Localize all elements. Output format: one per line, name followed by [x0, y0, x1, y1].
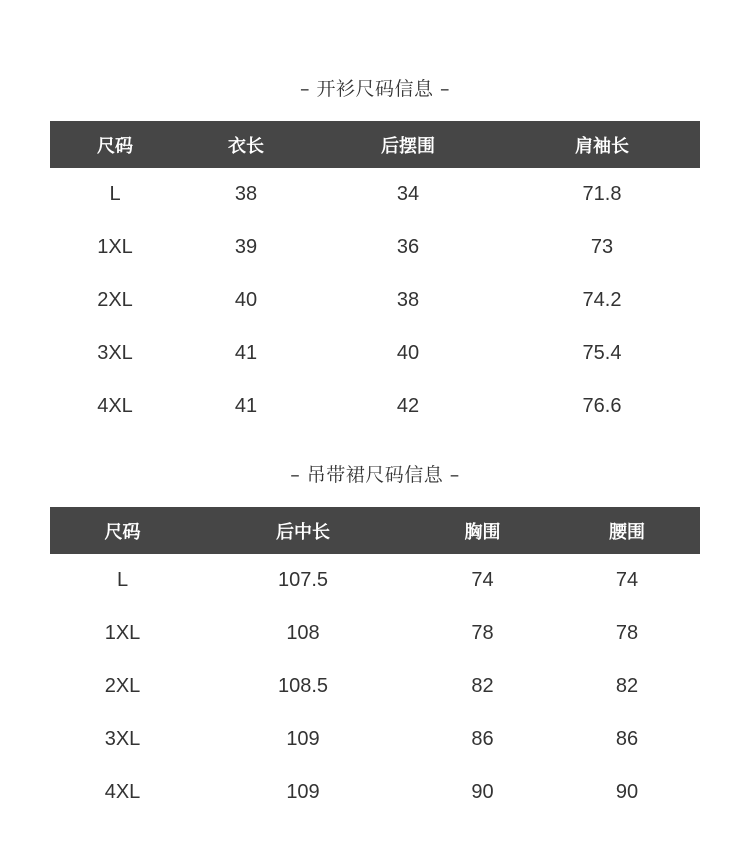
table-cell: 38 [234, 183, 258, 205]
table-header-row [50, 507, 700, 554]
table-cell: 75.4 [582, 342, 622, 364]
table-cell: 108.5 [277, 675, 329, 697]
table-cell: 78 [615, 622, 639, 644]
table-cell: 108 [286, 622, 320, 644]
table-cell: 109 [286, 728, 320, 750]
table-cell: 78 [471, 622, 494, 644]
table-header-row [50, 121, 700, 168]
table-cell: 41 [234, 395, 258, 417]
column-header-size: 尺码 [104, 521, 141, 543]
table-row [50, 607, 700, 660]
table-cell: L [109, 183, 121, 205]
table-cell: 2XL [97, 289, 133, 311]
table-cell: 74 [615, 569, 639, 591]
table-cell: 86 [471, 728, 494, 750]
table-row [50, 327, 700, 380]
table-row [50, 221, 700, 274]
table-cell: 90 [615, 781, 639, 803]
cardigan-size-table [50, 121, 700, 433]
table-cell: 1XL [97, 236, 133, 258]
column-header-length: 衣长 [228, 135, 264, 157]
table-row [50, 554, 700, 607]
table-row [50, 713, 700, 766]
table-cell: 73 [590, 236, 614, 258]
table-cell: 74 [471, 569, 494, 591]
table-cell: 3XL [104, 728, 141, 750]
table-cell: 86 [615, 728, 639, 750]
table-cell: L [116, 569, 129, 591]
table-cell: 34 [396, 183, 420, 205]
column-header-waist: 腰围 [609, 521, 645, 543]
table-cell: 38 [396, 289, 420, 311]
table-cell: 2XL [104, 675, 141, 697]
table-row [50, 660, 700, 713]
column-header-shoulder-sleeve: 肩袖长 [575, 135, 629, 157]
column-header-bust: 胸围 [464, 521, 501, 543]
table-cell: 90 [471, 781, 494, 803]
table-cell: 41 [234, 342, 258, 364]
table-cell: 40 [234, 289, 258, 311]
slip-dress-section-title: – 吊带裙尺码信息 – [290, 464, 460, 486]
table-cell: 107.5 [277, 569, 329, 591]
slip-dress-size-table [50, 507, 700, 819]
table-cell: 76.6 [582, 395, 622, 417]
table-cell: 40 [396, 342, 420, 364]
column-header-size: 尺码 [97, 135, 133, 157]
table-cell: 39 [234, 236, 258, 258]
table-cell: 1XL [104, 622, 141, 644]
table-cell: 82 [615, 675, 639, 697]
table-row [50, 274, 700, 327]
table-row [50, 168, 700, 221]
column-header-back-length: 后中长 [276, 521, 330, 543]
column-header-hem: 后摆围 [381, 135, 435, 157]
cardigan-section-title: – 开衫尺码信息 – [299, 78, 451, 100]
table-cell: 71.8 [582, 183, 622, 205]
table-cell: 4XL [104, 781, 141, 803]
table-cell: 3XL [97, 342, 133, 364]
table-cell: 42 [396, 395, 420, 417]
table-cell: 74.2 [582, 289, 622, 311]
table-cell: 82 [471, 675, 494, 697]
table-row [50, 766, 700, 819]
table-cell: 36 [396, 236, 420, 258]
table-cell: 109 [286, 781, 320, 803]
table-cell: 4XL [97, 395, 133, 417]
table-row [50, 380, 700, 433]
